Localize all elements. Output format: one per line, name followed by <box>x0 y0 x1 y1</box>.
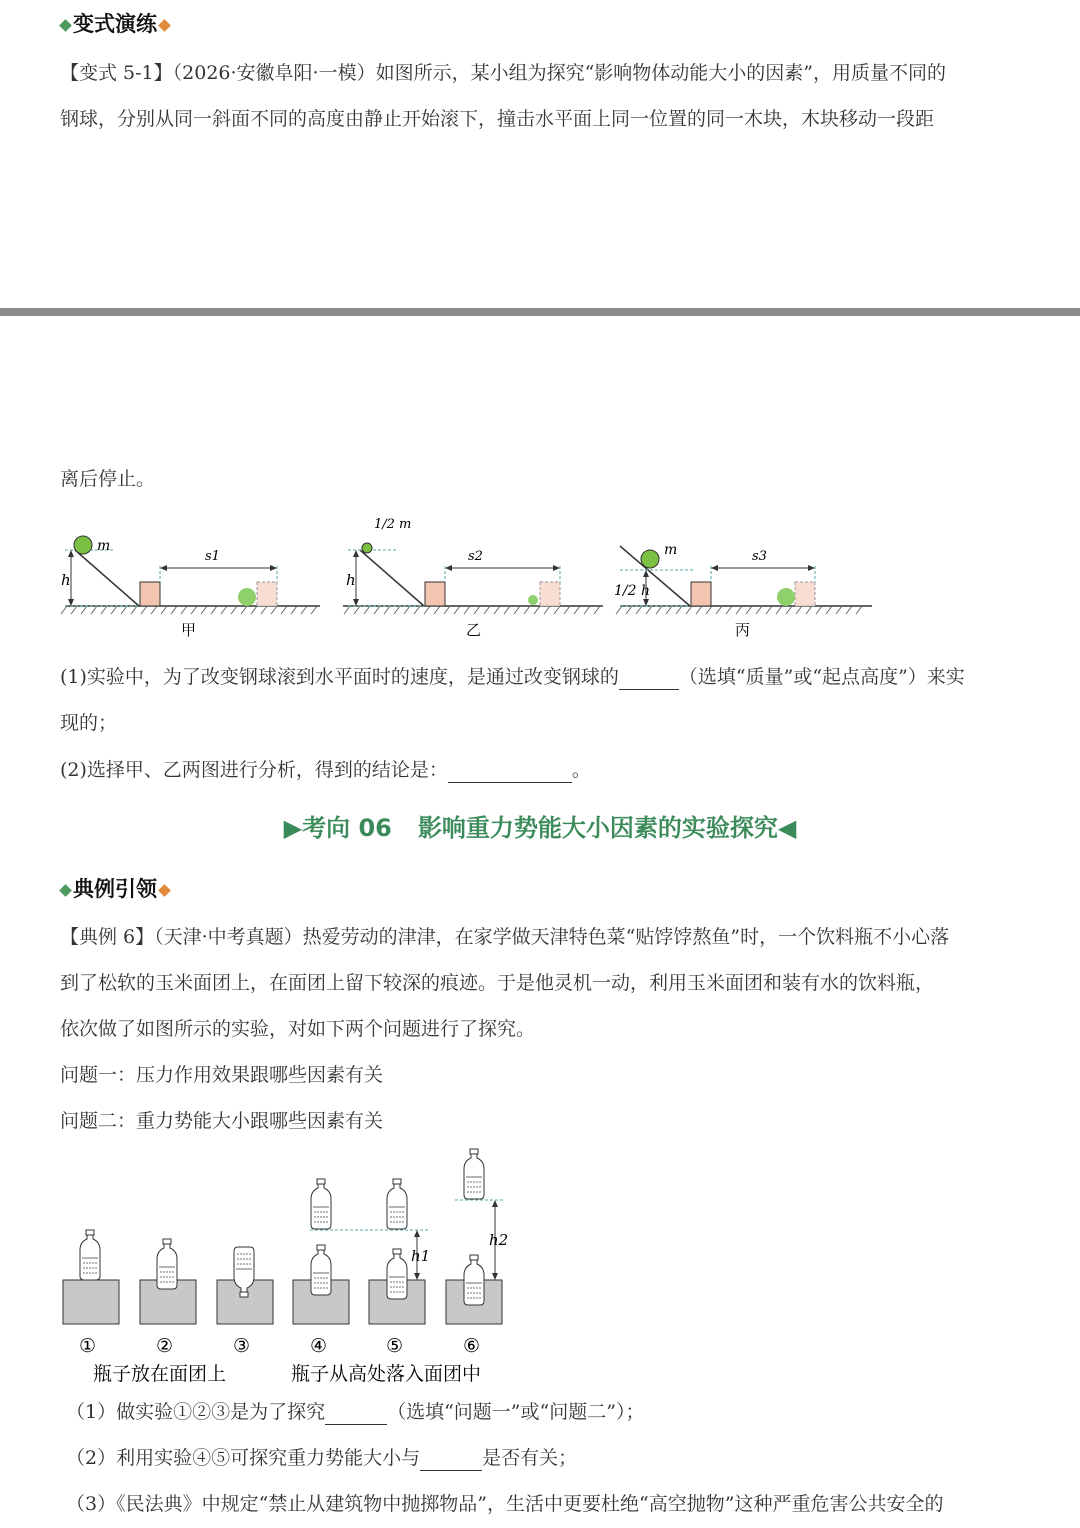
mass-label: m <box>97 538 111 554</box>
figure-panel-jia <box>61 536 320 639</box>
distance-label: s3 <box>752 549 767 564</box>
experiment-number: ② <box>156 1335 174 1357</box>
paragraph-line: 【典例 6】（天津·中考真题）热爱劳动的津津，在家学做天津特色菜“贴饽饽熬鱼”时，一个饮料瓶不小心落 <box>60 926 950 948</box>
diamond-icon <box>59 19 72 32</box>
panel-label-jia: 甲 <box>181 621 197 639</box>
question-1: (1)实验中，为了改变钢球滚到水平面时的速度，是通过改变钢球的 （选填“质量”或“起点高度”）来实 <box>60 666 965 688</box>
answer-blank[interactable] <box>448 762 572 783</box>
bottle-dough-figure <box>55 1145 535 1390</box>
figure-panel-bing <box>614 542 872 639</box>
triangle-left-icon: ◀ <box>777 814 797 842</box>
diamond-icon <box>158 884 171 897</box>
paragraph-line: 依次做了如图所示的实验，对如下两个问题进行了探究。 <box>60 1018 536 1040</box>
height-label: h2 <box>489 1231 509 1249</box>
kinetic-energy-figure <box>55 510 885 645</box>
section-heading-variant: 变式演练 <box>58 8 172 38</box>
answer-blank[interactable] <box>420 1450 482 1471</box>
experiment-number: ⑤ <box>386 1335 404 1357</box>
section-heading-example: 典例引领 <box>58 873 172 903</box>
figure-caption-right: 瓶子从高处落入面团中 <box>291 1363 482 1385</box>
height-label: h <box>346 571 356 589</box>
height-label: h <box>61 571 71 589</box>
paragraph-line: 【变式 5-1】（2026·安徽阜阳·一模）如图所示，某小组为探究“影响物体动能大小的因素”，用质量不同的 <box>60 62 946 84</box>
figure-caption-left: 瓶子放在面团上 <box>93 1363 227 1385</box>
section-title: ▶考向 06 影响重力势能大小因素的实验探究◀ <box>283 814 797 842</box>
diamond-icon <box>158 19 171 32</box>
question-1: （1）做实验①②③是为了探究 （选填“问题一”或“问题二”）； <box>66 1401 645 1423</box>
panel-label-bing: 丙 <box>735 621 751 639</box>
triangle-right-icon: ▶ <box>283 814 303 842</box>
page-separator <box>0 308 1080 316</box>
distance-label: s2 <box>468 549 483 564</box>
mass-label: 1/2 m <box>374 517 412 532</box>
paragraph-line: 到了松软的玉米面团上，在面团上留下较深的痕迹。于是他灵机一动，利用玉米面团和装有水的饮料瓶， <box>60 972 935 994</box>
problem-one: 问题一：压力作用效果跟哪些因素有关 <box>60 1064 384 1086</box>
experiment-number: ⑥ <box>463 1335 481 1357</box>
height-label: h1 <box>411 1247 431 1265</box>
question-2: (2)选择甲、乙两图进行分析，得到的结论是： 。 <box>60 759 591 781</box>
problem-two: 问题二：重力势能大小跟哪些因素有关 <box>60 1110 384 1132</box>
answer-blank[interactable] <box>619 669 679 690</box>
experiment-number: ③ <box>233 1335 251 1357</box>
question-2: （2）利用实验④⑤可探究重力势能大小与 是否有关； <box>66 1447 578 1469</box>
answer-blank[interactable] <box>325 1404 387 1425</box>
experiment-number: ① <box>79 1335 97 1357</box>
paragraph-line: 离后停止。 <box>60 468 156 490</box>
experiment-number: ④ <box>310 1335 328 1357</box>
paragraph-line: 钢球，分别从同一斜面不同的高度由静止开始滚下，撞击水平面上同一位置的同一木块，木块移动一段距 <box>60 108 935 130</box>
figure-panel-yi <box>343 517 603 639</box>
distance-label: s1 <box>205 549 220 564</box>
question-3: （3）《民法典》中规定“禁止从建筑物中抛掷物品”，生活中更要杜绝“高空抛物”这种严重危害公共安全的 <box>66 1493 944 1515</box>
diamond-icon <box>59 884 72 897</box>
panel-label-yi: 乙 <box>466 621 482 639</box>
question-1-cont: 现的； <box>60 712 118 734</box>
mass-label: m <box>664 542 678 558</box>
height-label: 1/2 h <box>614 583 650 599</box>
